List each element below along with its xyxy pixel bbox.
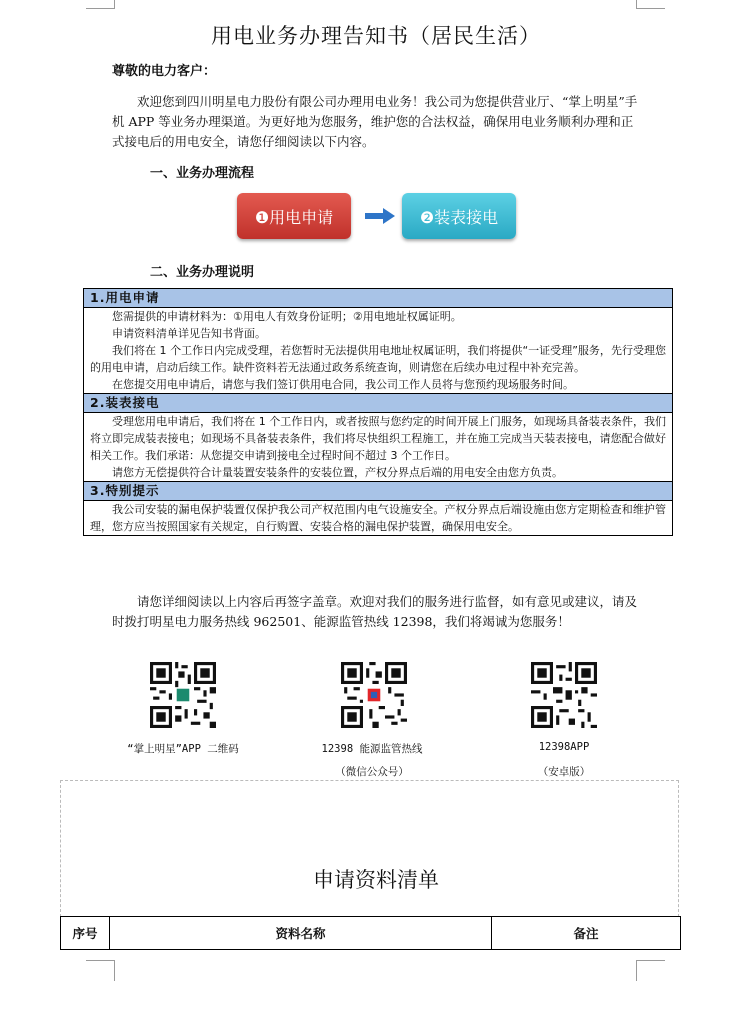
block-text: 我们将在 1 个工作日内完成受理，若您暂时无法提供用电地址权属证明，我们将提供“一证受理”服务，先行受理您的用电申请，启动后续工作。缺件资料若无法通过政务系统查询，则请您在后续办电过程中补充完善。: [90, 344, 666, 374]
table-header-cell: 序号: [61, 917, 110, 949]
block-heading-apply: 1.用电申请: [84, 289, 672, 308]
greeting: 尊敬的电力客户：: [112, 64, 217, 79]
flow-step-install: ❷装表接电: [402, 193, 516, 239]
crop-mark-bottom-right: [636, 960, 665, 981]
list-title: 申请资料清单: [313, 868, 439, 892]
qr-caption: “掌上明星”APP 二维码: [127, 743, 239, 755]
table-header-cell: 资料名称: [110, 917, 492, 949]
qr-code-icon: [531, 662, 597, 728]
block-heading-tips: 3.特别提示: [84, 481, 672, 501]
block-text: 我公司安装的漏电保护装置仅保护我公司产权范围内电气设施安全。产权分界点后端设施由您方定期检查和维护管理，您方应当按照国家有关规定，自行购置、安装合格的漏电保护装置，确保用电安全。: [90, 503, 666, 533]
page-break-area: [60, 780, 679, 917]
table-header-cell: 备注: [573, 926, 599, 941]
section-heading-notes: 二、业务办理说明: [150, 265, 255, 280]
qr-code-icon: [341, 662, 407, 728]
qr-caption-sub: （安卓版）: [537, 766, 591, 778]
block-text: 在您提交用电申请后，请您与我们签订供用电合同，我公司工作人员将与您预约现场服务时间。: [112, 378, 574, 391]
block-heading-install: 2.装表接电: [84, 393, 672, 413]
block-text: 申请资料清单详见告知书背面。: [112, 327, 266, 340]
closing-paragraph: 请您详细阅读以上内容后再签字盖章。欢迎对我们的服务进行监督，如有意见或建议，请及时拨打明星电力服务热线 962501、能源监管热线 12398，我们将竭诚为您服务！: [112, 594, 638, 629]
notes-box: [83, 288, 673, 536]
block-text: 请您方无偿提供符合计量装置安装条件的安装位置，产权分界点后端的用电安全由您方负责。: [112, 466, 563, 479]
block-text: 您需提供的申请材料为：①用电人有效身份证明；②用电地址权属证明。: [112, 310, 462, 323]
qr-caption: 12398 能源监管热线: [321, 743, 423, 755]
flow-step-apply: ❶用电申请: [237, 193, 351, 239]
crop-mark-top-right: [636, 0, 665, 9]
materials-table-header: [60, 916, 681, 950]
intro-paragraph: 欢迎您到四川明星电力股份有限公司办理用电业务！我公司为您提供营业厅、“掌上明星”手机 APP 等业务办理渠道。为更好地为您服务，维护您的合法权益，确保用电业务顺利办理和正式接电后的用电安全，请您仔细阅读以下内容。: [112, 94, 638, 149]
block-text: 受理您用电申请后，我们将在 1 个工作日内，或者按照与您约定的时间开展上门服务，如现场具备装表条件，我们将立即完成装表接电；如现场不具备装表条件，我们将尽快组织工程施工，并在施工完成当天装表接电，请您配合做好相关工作。我们承诺：从您提交申请到接电全过程时间不超过 3 个工作日。: [90, 415, 666, 462]
page-title: 用电业务办理告知书（居民生活）: [211, 24, 541, 48]
qr-caption: 12398APP: [538, 741, 590, 753]
qr-caption-sub: （微信公众号）: [335, 766, 409, 778]
section-heading-flow: 一、业务办理流程: [150, 166, 255, 181]
flow-arrow-icon: [365, 208, 395, 224]
crop-mark-bottom-left: [86, 960, 115, 981]
crop-mark-top-left: [86, 0, 115, 9]
qr-code-icon: [150, 662, 216, 728]
